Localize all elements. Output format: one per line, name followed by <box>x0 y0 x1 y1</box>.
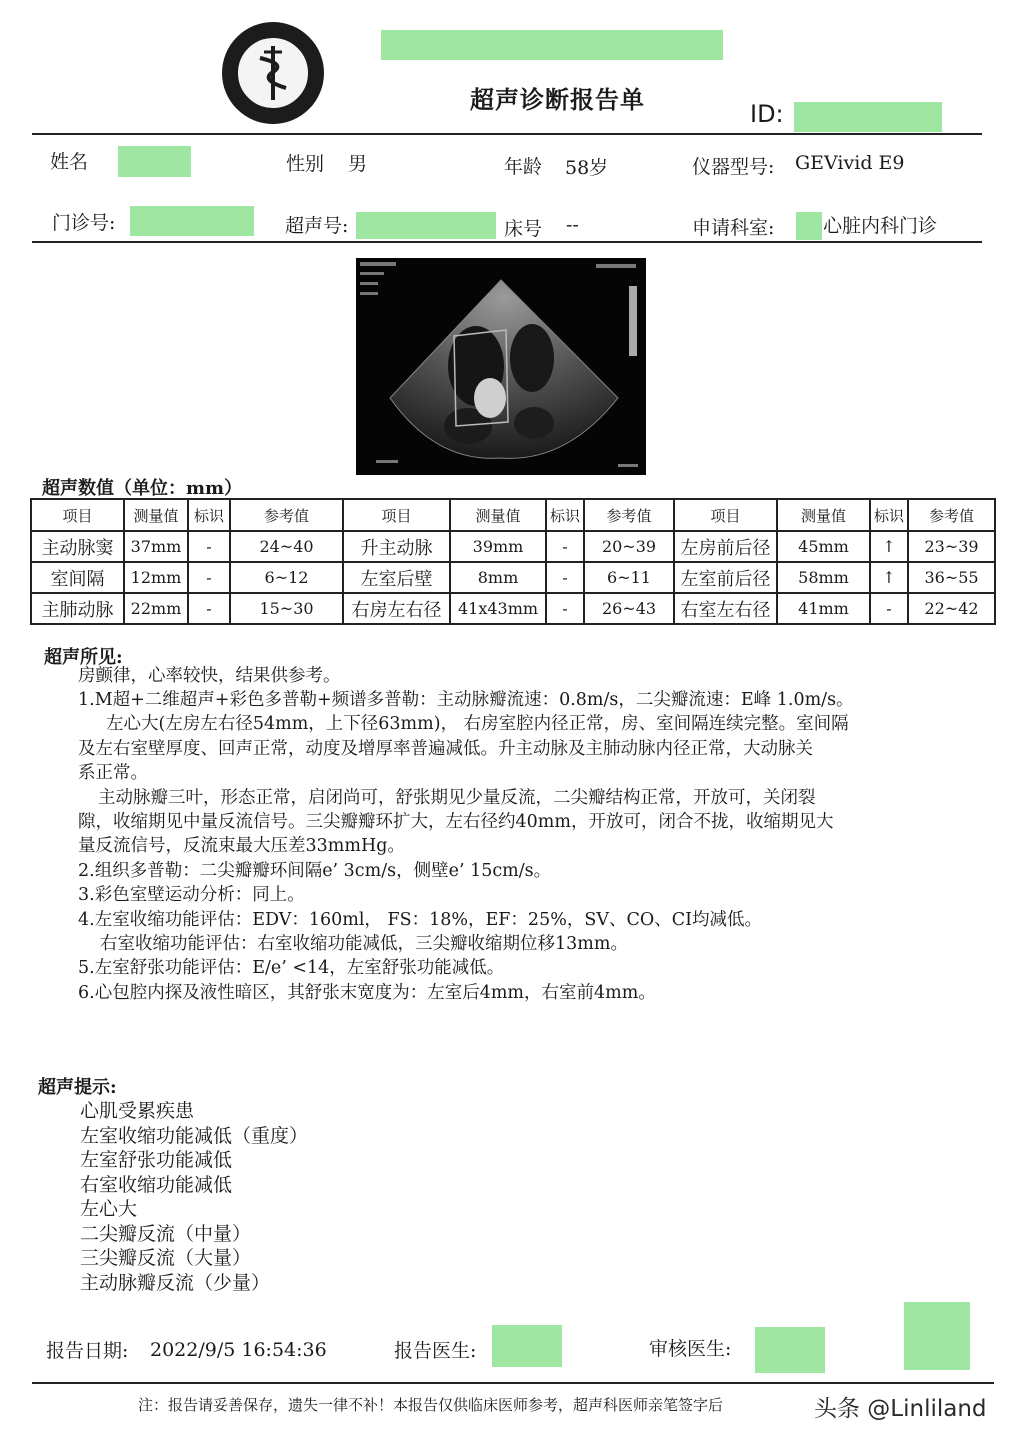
report-date-value: 2022/9/5 16:54:36 <box>150 1339 327 1361</box>
dept-value: 心脏内科门诊 <box>823 215 938 237</box>
ultrasound-no-label: 超声号: <box>285 215 349 237</box>
table-cell: - <box>546 593 584 624</box>
table-row <box>31 562 995 593</box>
report-date-label: 报告日期: <box>46 1340 129 1362</box>
table-cell: 室间隔 <box>31 562 124 593</box>
age-label: 年龄 <box>504 156 543 178</box>
findings-line: 主动脉瓣三叶，形态正常，启闭尚可，舒张期见少量反流，二尖瓣结构正常，开放可，关闭裂 <box>98 788 816 808</box>
findings-line: 左心大(左房左右径54mm，上下径63mm)， 右房室腔内径正常，房、室间隔连续完整。室间隔 <box>106 714 849 734</box>
table-cell: 右房左右径 <box>343 593 450 624</box>
hint-line: 三尖瓣反流（大量） <box>80 1247 252 1269</box>
hint-line: 左室收缩功能减低（重度） <box>80 1125 309 1147</box>
ultrasound-no-redaction <box>356 212 496 239</box>
table-cell: - <box>546 562 584 593</box>
reviewer-label: 审核医生: <box>649 1338 732 1360</box>
footer-divider <box>32 1382 994 1384</box>
dept-label: 申请科室: <box>692 217 775 239</box>
table-cell: 6~12 <box>230 562 343 593</box>
table-cell: 41mm <box>777 593 870 624</box>
table-cell: 24~40 <box>230 531 343 562</box>
table-cell: 39mm <box>450 531 546 562</box>
table-cell: 37mm <box>124 531 188 562</box>
table-cell: 22mm <box>124 593 188 624</box>
table-header-cell: 参考值 <box>908 499 995 531</box>
name-redaction <box>118 146 191 177</box>
table-cell: 23~39 <box>908 531 995 562</box>
table-cell: - <box>188 531 230 562</box>
measurements-title: 超声数值（单位：mm） <box>42 478 243 499</box>
doctor-signature-redaction <box>492 1325 562 1367</box>
findings-line: 及左右室壁厚度、回声正常，动度及增厚率普遍减低。升主动脉及主肺动脉内径正常，大动脉关 <box>78 739 813 759</box>
measurements-table <box>30 498 996 625</box>
hint-line: 左室舒张功能减低 <box>80 1149 233 1171</box>
sex-label: 性别 <box>286 153 325 175</box>
table-cell: 左室前后径 <box>674 562 777 593</box>
findings-line: 6.心包腔内探及液性暗区，其舒张末宽度为：左室后4mm，右室前4mm。 <box>78 983 656 1003</box>
table-header-cell: 项目 <box>674 499 777 531</box>
report-doctor-label: 报告医生: <box>394 1340 477 1362</box>
clinic-no-redaction <box>130 206 254 236</box>
id-redaction <box>794 102 942 132</box>
echocardiogram-image <box>356 258 646 475</box>
findings-line: 系正常。 <box>78 763 148 783</box>
table-cell: 右室左右径 <box>674 593 777 624</box>
table-cell: ↑ <box>870 531 908 562</box>
table-cell: - <box>188 593 230 624</box>
table-row <box>31 593 995 624</box>
table-header-cell: 测量值 <box>450 499 546 531</box>
table-header-cell: 项目 <box>31 499 124 531</box>
table-cell: 58mm <box>777 562 870 593</box>
table-cell: - <box>546 531 584 562</box>
table-cell: 6~11 <box>584 562 674 593</box>
hospital-name-redaction <box>381 30 723 60</box>
device-label: 仪器型号: <box>692 156 775 178</box>
bed-value: -- <box>566 214 579 236</box>
bed-label: 床号 <box>504 218 543 240</box>
name-label: 姓名 <box>50 151 89 173</box>
findings-line: 隙，收缩期见中量反流信号。三尖瓣瓣环扩大，左右径约40mm，开放可，闭合不拢，收缩期见大 <box>78 812 834 832</box>
id-label: ID: <box>750 100 784 128</box>
table-cell: 8mm <box>450 562 546 593</box>
findings-line: 5.左室舒张功能评估：E/e’ <14，左室舒张功能减低。 <box>78 958 505 978</box>
findings-line: 量反流信号，反流束最大压差33mmHg。 <box>78 836 405 856</box>
dept-redaction <box>796 212 822 240</box>
hint-line: 右室收缩功能减低 <box>80 1174 233 1196</box>
table-header-cell: 项目 <box>343 499 450 531</box>
findings-line: 右室收缩功能评估：右室收缩功能减低，三尖瓣收缩期位移13mm。 <box>100 934 628 954</box>
table-header-cell: 标识 <box>870 499 908 531</box>
report-title: 超声诊断报告单 <box>470 85 645 114</box>
table-header-row <box>31 499 995 531</box>
findings-line: 1.M超+二维超声+彩色多普勒+频谱多普勒：主动脉瓣流速：0.8m/s，二尖瓣流速：E峰 1.0m/s。 <box>78 690 854 710</box>
table-header-cell: 测量值 <box>777 499 870 531</box>
table-cell: 左房前后径 <box>674 531 777 562</box>
findings-line: 4.左室收缩功能评估：EDV：160ml， FS：18%，EF：25%，SV、CO、CI均减低。 <box>78 910 762 930</box>
table-cell: 41x43mm <box>450 593 546 624</box>
hint-line: 二尖瓣反流（中量） <box>80 1223 252 1245</box>
table-cell: 15~30 <box>230 593 343 624</box>
findings-title: 超声所见: <box>44 647 123 668</box>
clinic-no-label: 门诊号: <box>52 212 116 234</box>
hint-line: 心肌受累疾患 <box>80 1100 195 1122</box>
age-value: 58岁 <box>565 157 609 179</box>
table-cell: 20~39 <box>584 531 674 562</box>
header-divider <box>32 133 982 135</box>
findings-line: 2.组织多普勒：二尖瓣瓣环间隔e’ 3cm/s，侧壁e’ 15cm/s。 <box>78 861 552 881</box>
table-cell: 22~42 <box>908 593 995 624</box>
findings-line: 房颤律，心率较快，结果供参考。 <box>78 666 341 686</box>
table-cell: 左室后壁 <box>343 562 450 593</box>
table-cell: 升主动脉 <box>343 531 450 562</box>
table-header-cell: 测量值 <box>124 499 188 531</box>
table-cell: 12mm <box>124 562 188 593</box>
table-row <box>31 531 995 562</box>
watermark: 头条 @Linliland <box>814 1396 987 1422</box>
findings-line: 3.彩色室壁运动分析：同上。 <box>78 885 305 905</box>
table-cell: 主肺动脉 <box>31 593 124 624</box>
reviewer-signature-redaction <box>755 1327 825 1373</box>
table-header-cell: 参考值 <box>230 499 343 531</box>
hints-title: 超声提示: <box>38 1077 117 1098</box>
table-cell: - <box>870 593 908 624</box>
table-cell: ↑ <box>870 562 908 593</box>
device-value: GEVivid E9 <box>795 152 905 174</box>
hint-line: 主动脉瓣反流（少量） <box>80 1272 271 1294</box>
table-header-cell: 标识 <box>188 499 230 531</box>
table-cell: 主动脉窦 <box>31 531 124 562</box>
sex-value: 男 <box>348 153 368 175</box>
hospital-seal-logo <box>222 22 324 124</box>
table-cell: 36~55 <box>908 562 995 593</box>
info-divider <box>32 241 982 243</box>
hint-line: 左心大 <box>80 1198 138 1220</box>
table-cell: - <box>188 562 230 593</box>
caduceus-icon <box>236 36 310 110</box>
signature-stamp-redaction <box>904 1302 970 1370</box>
table-header-cell: 参考值 <box>584 499 674 531</box>
table-cell: 26~43 <box>584 593 674 624</box>
table-cell: 45mm <box>777 531 870 562</box>
table-header-cell: 标识 <box>546 499 584 531</box>
footer-note: 注：报告请妥善保存，遗失一律不补！本报告仅供临床医师参考，超声科医师亲笔签字后 <box>138 1396 724 1414</box>
